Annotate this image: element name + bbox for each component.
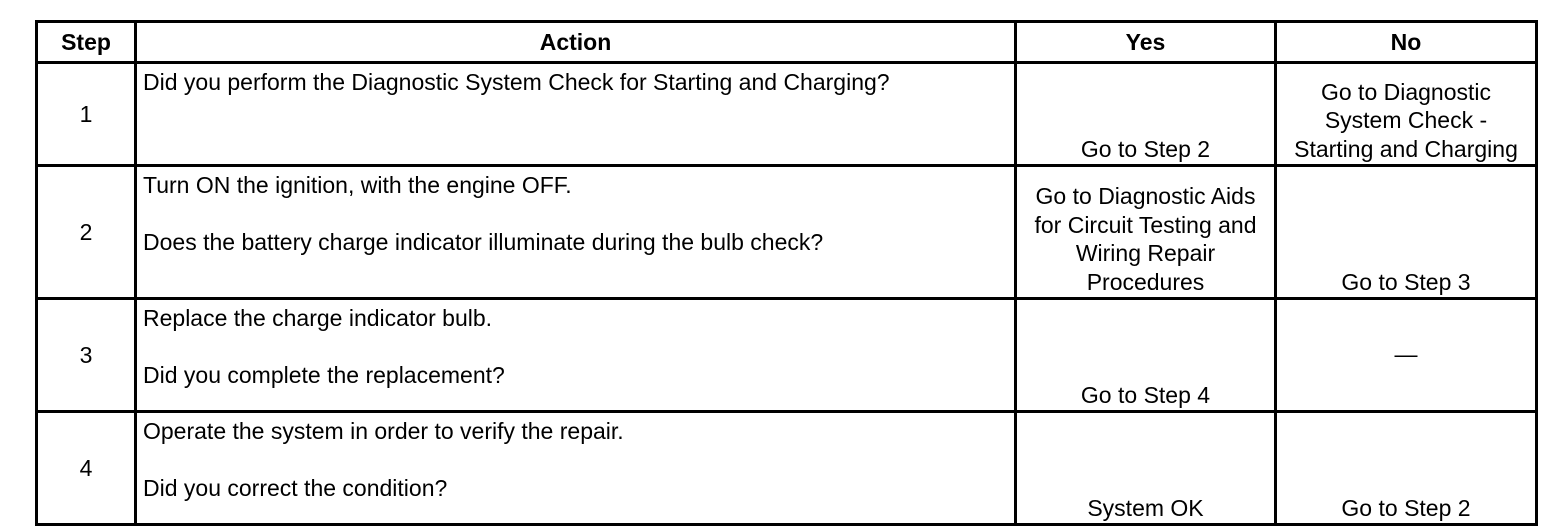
table-row: [37, 63, 1537, 166]
yes-text: System OK: [1087, 494, 1204, 521]
action-cell: [136, 166, 1016, 299]
no-text: Go to Step 2: [1341, 494, 1471, 521]
yes-cell: [1016, 63, 1276, 166]
step-number: 3: [37, 299, 136, 412]
yes-cell: [1016, 166, 1276, 299]
spacer: [143, 200, 1008, 229]
header-action: Action: [136, 22, 1016, 63]
yes-cell: [1016, 299, 1276, 412]
action-text: Operate the system in order to verify the repair.: [143, 418, 624, 444]
no-text: —: [1394, 341, 1418, 368]
step-number: 4: [37, 412, 136, 525]
table-row: [37, 412, 1537, 525]
no-text: Go to Step 3: [1341, 268, 1471, 295]
yes-text: Go to Step 2: [1080, 135, 1211, 162]
action-question: Did you complete the replacement?: [143, 362, 505, 388]
action-question: Did you correct the condition?: [143, 475, 448, 501]
action-question: Does the battery charge indicator illuminate during the bulb check?: [143, 229, 824, 255]
yes-cell: [1016, 412, 1276, 525]
action-text: Replace the charge indicator bulb.: [143, 305, 493, 331]
step-number: 2: [37, 166, 136, 299]
diagnostic-table: [35, 20, 1538, 526]
action-cell: [136, 63, 1016, 166]
no-text: Go to Diagnostic System Check - Starting and Charging: [1294, 78, 1518, 162]
no-cell: [1276, 63, 1537, 166]
table-row: [37, 166, 1537, 299]
header-step: Step: [37, 22, 136, 63]
no-cell: [1276, 166, 1537, 299]
yes-text: Go to Diagnostic Aids for Circuit Testing and Wiring Repair Procedures: [1034, 183, 1257, 295]
header-yes: Yes: [1016, 22, 1276, 63]
action-cell: [136, 412, 1016, 525]
yes-text: Go to Step 4: [1080, 381, 1211, 408]
no-cell: [1276, 412, 1537, 525]
no-cell: [1276, 299, 1537, 412]
action-text: Turn ON the ignition, with the engine OFF.: [143, 172, 572, 198]
action-text: Did you perform the Diagnostic System Check for Starting and Charging?: [143, 69, 890, 95]
action-cell: [136, 299, 1016, 412]
header-no: No: [1276, 22, 1537, 63]
spacer: [143, 446, 1008, 475]
table-row: [37, 299, 1537, 412]
step-number: 1: [37, 63, 136, 166]
header-row: [37, 22, 1537, 63]
spacer: [143, 333, 1008, 362]
